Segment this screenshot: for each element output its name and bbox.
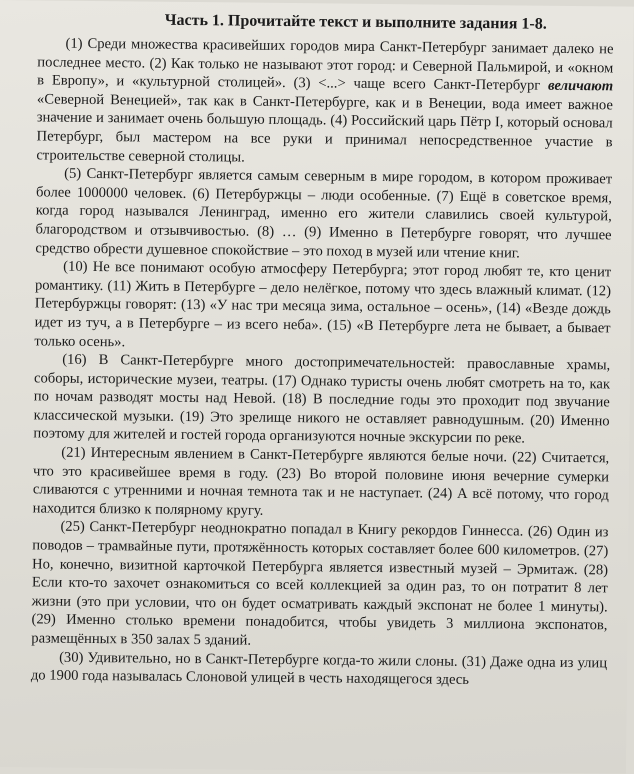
paragraph-1 [36, 34, 613, 170]
paragraph-6: (25) Санкт-Петербург неоднократно попадал в Книгу рекордов Гиннесса. (26) Один из поводов – трамвайные пути, протяжённость которых составляет более 600 километров. (27) Но, конечно, визитной карточкой Петербурга является известный музей – Эрмитаж. (28) Если кто-то захочет ознакомиться со всей коллекцией за один раз, то он потратит 8 лет жизни (это при условии, что он будет осматривать каждый экспонат не более 1 минуты). (29) Именно столько времени понадобится, чтобы увидеть 3 миллиона экспонатов, размещённых в 350 залах 5 зданий. [31, 519, 609, 649]
paragraph-4: (16) В Санкт-Петербурге много достопримечательностей: православные храмы, соборы, исторические музеи, театры. (17) Однако туристы очень любят смотреть на то, как по ночам разводят мосты над Невой. (18) В последние годы это проходит под звучание классической музыки. (19) Это зрелище никого не оставляет равнодушным. (20) Именно поэтому для жителей и гостей города организуются ночные экскурсии по реке. [33, 351, 611, 447]
paragraph-5: (21) Интересным явлением в Санкт-Петербурге являются белые ночи. (22) Считается, что это красивейшее время в году. (23) Во второй половине июня вечерние сумерки сливаются с утренними и ночная темнота так и не наступает. (24) А всё потому, что город находится близко к полярному кругу. [32, 444, 610, 519]
paragraph-7: (30) Удивительно, но в Санкт-Петербурге когда-то жили слоны. (31) Даже одна из улиц до 1900 года называлась Слоновой улицей в честь находящегося здесь [30, 649, 608, 689]
paragraph-1-text-a: (1) Среди множества красивейших городов мира Санкт-Петербург занимает далеко не последнее место. (2) Как только не называют этот город: и Северной Пальмирой, и «окном в Европу», и «культурной столицей». (3) <...> чаще всего Санкт-Петербург [37, 35, 614, 94]
task-heading: Часть 1. Прочитайте текст и выполните задания 1-8. [164, 11, 547, 33]
paragraph-1-text-b: «Северной Венецией», так как в Санкт-Петербурге, как и в Венеции, вода имеет важное значение и занимает очень большую площадь. (4) Российский царь Пётр I, который основал Петербург, был мастером на все руки и принимал непосредственное участие в строительстве северной столицы. [36, 91, 614, 166]
emphasized-word: величают [548, 77, 614, 95]
paragraph-2: (5) Санкт-Петербург является самым северным в мире городом, в котором проживает более 1000000 человек. (6) Петербуржцы – люди особенные. (7) Ещё в советское время, когда город назывался Ленинград, именно его жители славились своей культурой, благородством и отзывчивостью. (8) … (9) Именно в Петербурге говорят, что лучшее средство обрести душевное спокойствие – это поход в музей или чтение книг. [35, 165, 613, 261]
paragraph-3: (10) Не все понимают особую атмосферу Петербурга; этот город любят те, кто ценит романтику. (11) Жить в Петербурге – дело нелёгкое, потому что здесь влажный климат. (12) Петербуржцы говорят: (13) «У нас три месяца зима, остальное – осень», (14) «Везде дождь идет из туч, а в Петербурге – из всего неба». (15) «В Петербурге лета не бывает, а бывает только осень». [34, 258, 612, 350]
